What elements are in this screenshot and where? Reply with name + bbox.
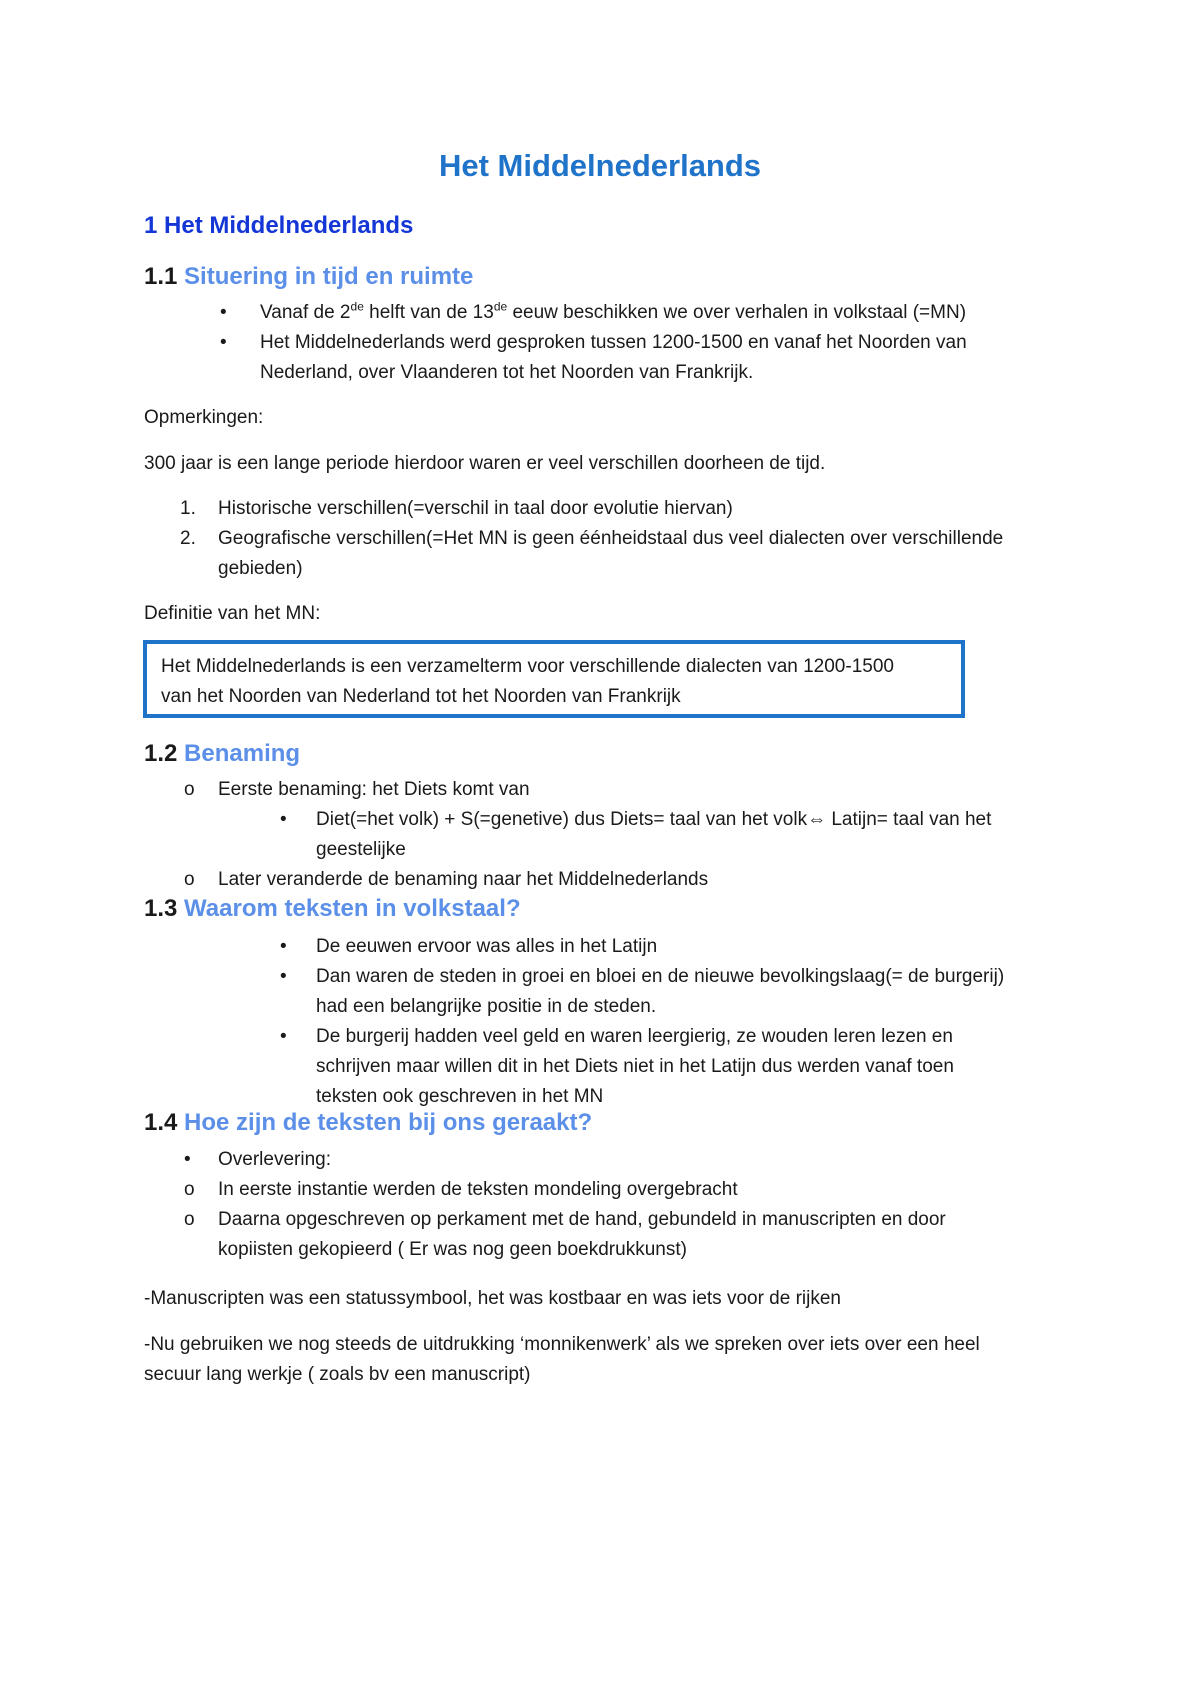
definition-line: Het Middelnederlands is een verzamelterm voor verschillende dialecten van 1200-1500 bbox=[161, 656, 894, 677]
section-title: Waarom teksten in volkstaal? bbox=[184, 895, 521, 922]
opmerkingen-label: Opmerkingen: bbox=[144, 407, 264, 428]
section-number: 1.4 bbox=[144, 1109, 178, 1136]
document-title: Het Middelnederlands bbox=[438, 148, 762, 183]
definition-box bbox=[143, 640, 965, 718]
paragraph-line: secuur lang werkje ( zoals bv een manuscript) bbox=[144, 1364, 531, 1385]
bullet-list-situering bbox=[144, 298, 1064, 388]
list-item-text-line: Dan waren de steden in groei en bloei en de nieuwe bevolkingslaag(= de burgerij) bbox=[316, 966, 1005, 987]
list-item bbox=[144, 865, 1064, 895]
bullet-icon: • bbox=[184, 1149, 191, 1170]
bullet-icon: • bbox=[280, 1026, 287, 1047]
list-item bbox=[144, 932, 1064, 962]
list-item bbox=[144, 494, 1064, 524]
section-title: Hoe zijn de teksten bij ons geraakt? bbox=[184, 1109, 593, 1136]
list-item-text: In eerste instantie werden de teksten mondeling overgebracht bbox=[218, 1179, 738, 1200]
list-item-text: Overlevering: bbox=[218, 1149, 331, 1170]
list-item bbox=[144, 1205, 1064, 1265]
circle-bullet-icon: o bbox=[184, 1209, 195, 1230]
list-item bbox=[144, 1145, 1064, 1175]
list-item bbox=[144, 1022, 1064, 1112]
list-item bbox=[144, 962, 1064, 1022]
list-item-text: Eerste benaming: het Diets komt van bbox=[218, 779, 530, 800]
paragraph-monnikenwerk bbox=[144, 1330, 1064, 1390]
circle-bullet-icon: o bbox=[184, 869, 195, 890]
section-number: 1.1 bbox=[144, 263, 178, 290]
list-item-text-line: Nederland, over Vlaanderen tot het Noorden van Frankrijk. bbox=[260, 362, 754, 383]
bullet-icon: • bbox=[280, 809, 287, 830]
circle-bullet-icon: o bbox=[184, 779, 195, 800]
list-item-text-line: teksten ook geschreven in het MN bbox=[316, 1086, 604, 1107]
list-benaming bbox=[144, 775, 1064, 895]
heading-chapter-1: 1 Het Middelnederlands bbox=[144, 212, 414, 239]
list-item bbox=[144, 775, 1064, 805]
list-item-text-line: had een belangrijke positie in de steden. bbox=[316, 996, 657, 1017]
paragraph-line: -Nu gebruiken we nog steeds de uitdrukking ‘monnikenwerk’ als we spreken over iets over een heel bbox=[144, 1334, 980, 1355]
list-item-text-line: Diet(=het volk) + S(=genetive) dus Diets= taal van het volk⇔ Latijn= taal van het bbox=[316, 809, 992, 830]
bullet-icon: • bbox=[220, 302, 227, 323]
list-item-text-line: Daarna opgeschreven op perkament met de hand, gebundeld in manuscripten en door bbox=[218, 1209, 946, 1230]
list-item-text-line: kopiisten gekopieerd ( Er was nog geen boekdrukkunst) bbox=[218, 1239, 687, 1260]
list-item-text-line: schrijven maar willen dit in het Diets niet in het Latijn dus werden vanaf toen bbox=[316, 1056, 954, 1077]
list-item-text: Later veranderde de benaming naar het Middelnederlands bbox=[218, 869, 709, 890]
list-item-text: De eeuwen ervoor was alles in het Latijn bbox=[316, 936, 658, 957]
list-item bbox=[144, 298, 1064, 328]
list-item bbox=[144, 328, 1064, 388]
list-overlevering bbox=[144, 1145, 1064, 1265]
paragraph-manuscripten: -Manuscripten was een statussymbool, het was kostbaar en was iets voor de rijken bbox=[144, 1288, 841, 1309]
bullet-icon: • bbox=[280, 966, 287, 987]
list-number: 2. bbox=[180, 528, 196, 549]
list-item-text: Vanaf de 2de helft van de 13de eeuw beschikken we over verhalen in volkstaal (=MN) bbox=[260, 299, 967, 323]
section-number: 1.2 bbox=[144, 740, 178, 767]
definitie-label: Definitie van het MN: bbox=[144, 603, 321, 624]
numbered-list-verschillen bbox=[144, 494, 1064, 584]
list-item bbox=[144, 805, 1064, 865]
list-number: 1. bbox=[180, 498, 196, 519]
list-item bbox=[144, 524, 1064, 584]
bullet-icon: • bbox=[220, 332, 227, 353]
section-number: 1.3 bbox=[144, 895, 178, 922]
heading-section-1-2 bbox=[144, 738, 300, 770]
circle-bullet-icon: o bbox=[184, 1179, 195, 1200]
section-title: Benaming bbox=[184, 740, 301, 767]
list-item-text-line: geestelijke bbox=[316, 839, 406, 860]
list-item-text-line: Geografische verschillen(=Het MN is geen éénheidstaal dus veel dialecten over verschillende bbox=[218, 528, 1004, 549]
definition-line: van het Noorden van Nederland tot het Noorden van Frankrijk bbox=[161, 686, 681, 707]
heading-section-1-3 bbox=[144, 893, 521, 925]
list-item-text: Historische verschillen(=verschil in taal door evolutie hiervan) bbox=[218, 498, 733, 519]
list-item-text-line: De burgerij hadden veel geld en waren leergierig, ze wouden leren lezen en bbox=[316, 1026, 953, 1047]
list-item-text-line: gebieden) bbox=[218, 558, 303, 579]
bullet-list-volkstaal bbox=[144, 932, 1064, 1112]
section-title: Situering in tijd en ruimte bbox=[184, 263, 474, 290]
heading-section-1-1 bbox=[144, 261, 473, 293]
heading-section-1-4 bbox=[144, 1107, 592, 1139]
list-item bbox=[144, 1175, 1064, 1205]
bullet-icon: • bbox=[280, 936, 287, 957]
remark-paragraph: 300 jaar is een lange periode hierdoor waren er veel verschillen doorheen de tijd. bbox=[144, 453, 826, 474]
list-item-text-line: Het Middelnederlands werd gesproken tussen 1200-1500 en vanaf het Noorden van bbox=[260, 332, 967, 353]
